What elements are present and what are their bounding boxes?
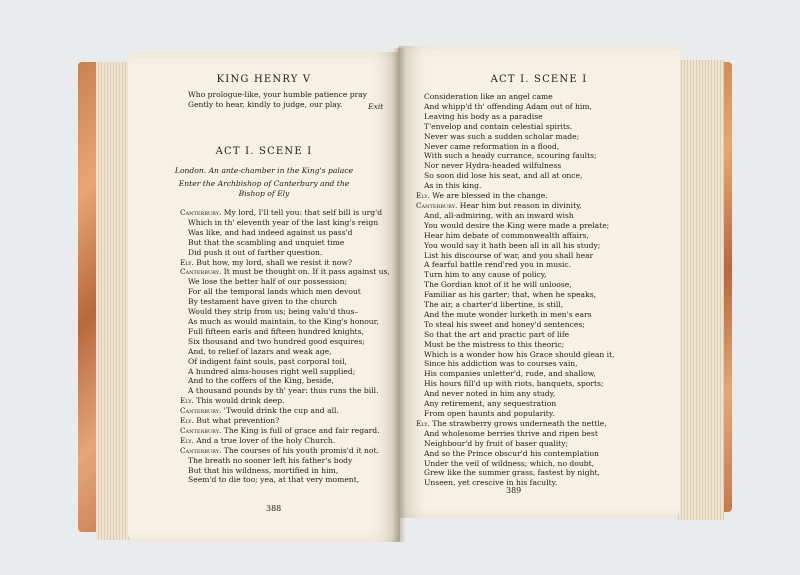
line-text: Which in th' eleventh year of the last king's reign <box>188 217 379 227</box>
line-text: Familiar as his garter; that, when he speaks, <box>424 290 597 300</box>
text-line <box>180 267 395 277</box>
line-text: We lose the better half of our possession; <box>188 277 348 287</box>
line-text: For all the temporal lands which men devout <box>188 287 361 297</box>
text-line <box>416 478 671 488</box>
line-text: List his discourse of war, and you shall hear <box>424 250 594 260</box>
text-line <box>180 208 395 218</box>
text-line <box>180 436 395 446</box>
speaker-name: Ely. <box>180 435 194 445</box>
text-line <box>416 439 671 449</box>
text-line <box>180 238 395 248</box>
line-text: By testament have given to the church <box>188 297 338 307</box>
text-line <box>180 307 395 317</box>
scene-title: ACT I. SCENE I <box>215 146 313 157</box>
dialogue-block-right <box>416 92 671 488</box>
prologue-text <box>188 90 388 110</box>
line-text: T'envelop and contain celestial spirits. <box>424 121 573 131</box>
text-line <box>180 426 395 436</box>
line-text: A thousand pounds by th' year: thus runs the bill. <box>188 386 379 396</box>
page-number-right: 389 <box>506 486 522 495</box>
stage-directions <box>128 166 400 199</box>
page-edges-right <box>676 60 724 520</box>
line-text: Neighbour'd by fruit of baser quality; <box>424 438 569 448</box>
text-line <box>180 396 395 406</box>
line-text: The strawberry grows underneath the nettle, <box>432 418 607 428</box>
text-line <box>416 409 671 419</box>
line-text: My lord, I'll tell you: that self bill is urg'd <box>223 208 383 217</box>
line-text: With such a heady currance, scouring faults; <box>424 151 597 161</box>
line-text: 'Twould drink the cup and all. <box>223 406 339 416</box>
exit-direction: Exit <box>368 102 384 111</box>
line-text: So soon did lose his seat, and all at once, <box>424 171 583 181</box>
text-line <box>180 347 395 357</box>
text-line <box>180 287 395 297</box>
text-line <box>180 357 395 367</box>
text-line <box>416 389 671 399</box>
line-text: Six thousand and two hundred good esquires; <box>188 336 365 346</box>
line-text: Full fifteen earls and fifteen hundred knights, <box>188 326 364 336</box>
speaker-name: Canterbury. <box>180 445 222 455</box>
speaker-name: Ely. <box>416 191 430 201</box>
text-line <box>180 248 395 258</box>
speaker-name: Canterbury. <box>416 200 458 210</box>
line-text: Did push it out of farther question. <box>188 247 323 257</box>
text-line <box>416 132 671 142</box>
line-text: The breath no sooner left his father's body <box>188 455 353 465</box>
text-line <box>416 221 671 231</box>
text-line <box>180 218 395 228</box>
line-text: The air, a charter'd libertine, is still, <box>424 300 564 310</box>
text-line <box>416 359 671 369</box>
text-line <box>416 92 671 102</box>
line-text: Never was such a sudden scholar made; <box>424 131 580 141</box>
text-line <box>180 297 395 307</box>
page-number-left: 388 <box>266 504 282 513</box>
line-text: We are blessed in the change. <box>432 191 548 201</box>
line-text: But what prevention? <box>196 416 280 426</box>
line-text: And never noted in him any study, <box>424 389 556 399</box>
text-line <box>416 142 671 152</box>
line-text: A fearful battle rend'red you in music. <box>424 260 572 270</box>
text-line <box>180 466 395 476</box>
line-text: And whipp'd th' offending Adam out of him, <box>424 101 592 111</box>
text-line <box>416 171 671 181</box>
speaker-name: Ely. <box>180 396 194 406</box>
line-text: His hours fill'd up with riots, banquets, sports; <box>424 379 604 389</box>
text-line <box>180 406 395 416</box>
left-page <box>128 52 400 542</box>
text-line <box>180 337 395 347</box>
text-line <box>416 211 671 221</box>
line-text: And so the Prince obscur'd his contemplation <box>424 448 599 458</box>
text-line <box>416 251 671 261</box>
dialogue-block-left <box>180 208 395 485</box>
text-line <box>416 350 671 360</box>
text-line <box>416 459 671 469</box>
line-text: Which is a wonder how his Grace should glean it, <box>424 349 615 359</box>
text-line <box>416 300 671 310</box>
text-line <box>180 446 395 456</box>
speaker-name: Canterbury. <box>180 267 222 277</box>
line-text: From open haunts and popularity. <box>424 409 555 418</box>
line-text: As much as would maintain, to the King's honour, <box>188 316 379 326</box>
line-text: Since his addiction was to courses vain, <box>424 359 578 369</box>
text-line <box>416 369 671 379</box>
line-text: And a true lover of the holy Church. <box>196 435 336 445</box>
line-text: But that the scambling and unquiet time <box>188 237 345 247</box>
text-line <box>180 277 395 287</box>
line-text: Grew like the summer grass, fastest by night, <box>424 468 600 478</box>
text-line <box>416 191 671 201</box>
line-text: But that his wildness, mortified in him, <box>188 465 339 475</box>
line-text: Consideration like an angel came <box>424 92 553 101</box>
line-text: His companies unletter'd, rude, and shallow, <box>424 369 596 379</box>
text-line <box>416 330 671 340</box>
line-text: Of indigent faint souls, past corporal toil, <box>188 356 347 366</box>
speaker-name: Ely. <box>180 416 194 426</box>
line-text: Would they strip from us; being valu'd thus– <box>188 307 359 317</box>
text-line <box>416 449 671 459</box>
line-text: Turn him to any cause of policy, <box>424 270 547 280</box>
text-line <box>416 151 671 161</box>
speaker-name: Canterbury. <box>180 208 222 217</box>
line-text: You would say it hath been all in all his study; <box>424 240 601 250</box>
line-text: You would desire the King were made a prelate; <box>424 220 610 230</box>
line-text: A hundred alms-houses right well supplied; <box>188 366 356 376</box>
text-line <box>416 290 671 300</box>
speaker-name: Canterbury. <box>180 425 222 435</box>
text-line <box>416 340 671 350</box>
text-line <box>416 181 671 191</box>
text-line <box>416 112 671 122</box>
text-line <box>416 429 671 439</box>
text-line <box>180 376 395 386</box>
line-text: This would drink deep. <box>196 396 285 406</box>
text-line <box>180 475 395 485</box>
stage-setting: London. An ante-chamber in the King's palace <box>174 166 354 175</box>
line-text: And to the coffers of the King, beside, <box>188 376 334 386</box>
line-text: To steal his sweet and honey'd sentences; <box>424 319 585 329</box>
line-text: Must be the mistress to this theoric; <box>424 339 565 349</box>
book-gutter <box>392 48 406 542</box>
line-text: And wholesome berries thrive and ripen best <box>424 428 598 438</box>
text-line <box>416 419 671 429</box>
prologue-line: Gently to hear, kindly to judge, our play. <box>188 99 343 109</box>
line-text: Never came reformation in a flood, <box>424 141 560 151</box>
line-text: Unseen, yet crescive in his faculty. <box>424 478 558 488</box>
text-line <box>416 231 671 241</box>
text-line <box>180 367 395 377</box>
text-line <box>416 320 671 330</box>
text-line <box>416 122 671 132</box>
line-text: Leaving his body as a paradise <box>424 111 543 121</box>
speaker-name: Canterbury. <box>180 406 222 416</box>
running-head-right: ACT I. SCENE I <box>490 74 588 85</box>
prologue-line: Who prologue-like, your humble patience pray <box>188 90 368 99</box>
line-text: Seem'd to die too; yea, at that very moment, <box>188 475 360 485</box>
text-line <box>416 310 671 320</box>
stage-enter: Bishop of Ely <box>238 189 290 198</box>
line-text: Any retirement, any sequestration <box>424 399 557 409</box>
running-head-left: KING HENRY V <box>216 74 312 85</box>
line-text: Under the veil of wildness; which, no doubt, <box>424 458 595 468</box>
line-text: It must be thought on. If it pass against us, <box>223 267 390 277</box>
line-text: And, to relief of lazars and weak age, <box>188 346 332 356</box>
line-text: And the mute wonder lurketh in men's ears <box>424 309 592 319</box>
text-line <box>180 456 395 466</box>
text-line <box>416 102 671 112</box>
speaker-name: Ely. <box>416 418 430 428</box>
line-text: And, all-admiring, with an inward wish <box>424 210 574 220</box>
text-line <box>180 258 395 268</box>
line-text: The courses of his youth promis'd it not. <box>223 445 379 455</box>
line-text: So that the art and practic part of life <box>424 329 570 339</box>
line-text: As in this king. <box>424 181 482 191</box>
text-line <box>416 201 671 211</box>
right-page <box>398 46 680 518</box>
text-line <box>180 416 395 426</box>
text-line <box>180 317 395 327</box>
line-text: The Gordian knot of it he will unloose, <box>424 280 572 290</box>
text-line <box>180 228 395 238</box>
text-line <box>416 280 671 290</box>
speaker-name: Ely. <box>180 257 194 267</box>
line-text: The King is full of grace and fair regard. <box>223 425 380 435</box>
text-line <box>416 379 671 389</box>
text-line <box>416 260 671 270</box>
stage-enter: Enter the Archbishop of Canterbury and the <box>178 179 350 188</box>
line-text: Hear him but reason in divinity, <box>459 200 582 210</box>
text-line <box>416 270 671 280</box>
line-text: Was like, and had indeed against us pass'd <box>188 227 353 237</box>
text-line <box>180 327 395 337</box>
line-text: But how, my lord, shall we resist it now? <box>196 257 353 267</box>
text-line <box>416 161 671 171</box>
text-line <box>416 241 671 251</box>
text-line <box>416 468 671 478</box>
text-line <box>180 386 395 396</box>
line-text: Hear him debate of commonwealth affairs, <box>424 230 589 240</box>
text-line <box>416 399 671 409</box>
line-text: Nor never Hydra-headed wilfulness <box>424 161 562 171</box>
